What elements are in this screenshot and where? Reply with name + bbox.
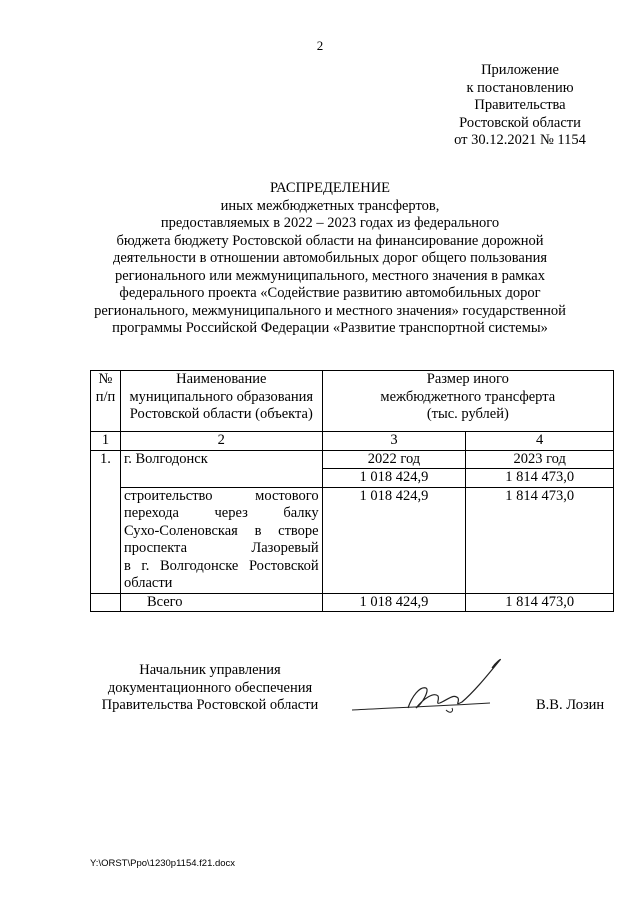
title-heading: РАСПРЕДЕЛЕНИЕ (269, 180, 391, 196)
total-2023: 1 814 473,0 (466, 593, 614, 612)
title-line: регионального или межмуниципального, местного значения в рамках (115, 267, 545, 284)
appendix-line: к постановлению (466, 79, 574, 96)
col-number: 3 (322, 432, 466, 451)
total-label: Всего (120, 593, 322, 612)
header-amount: Размер иного межбюджетного трансферта (тыс. рублей) (322, 371, 613, 432)
appendix-line: Приложение (481, 62, 559, 78)
year-2022: 2022 год (322, 450, 466, 469)
title-line: бюджета бюджету Ростовской области на финансирование дорожной (116, 232, 544, 249)
object-value-2022: 1 018 424,9 (322, 487, 466, 593)
table-row (91, 487, 614, 593)
row-number: 1. (91, 450, 121, 593)
signatory-name: В.В. Лозин (536, 697, 605, 713)
title-line: иных межбюджетных трансфертов, (220, 197, 440, 214)
distribution-table (90, 370, 614, 612)
object-value-2023: 1 814 473,0 (466, 487, 614, 593)
municipality-total-2022: 1 018 424,9 (322, 469, 466, 488)
appendix-line: Ростовской области (459, 114, 581, 131)
col-number: 4 (466, 432, 614, 451)
page-number: 2 (316, 38, 324, 53)
table-row (91, 450, 614, 469)
municipality-name: г. Волгодонск (120, 450, 322, 487)
file-path: Y:\ORST\Ppo\1230p1154.f21.docx (90, 858, 236, 869)
table-header-row (91, 371, 614, 432)
handwritten-signature (350, 648, 510, 728)
signatory-position: Начальник управления документационного обеспечения Правительства Ростовской области (101, 662, 319, 713)
title-line: деятельности в отношении автомобильных дорог общего пользования (112, 250, 548, 266)
col-number: 1 (91, 432, 121, 451)
title-line: предоставляемых в 2022 – 2023 годах из федерального (160, 215, 500, 231)
column-number-row (91, 432, 614, 451)
municipality-total-2023: 1 814 473,0 (466, 469, 614, 488)
appendix-line: Правительства (474, 97, 566, 113)
object-description: строительство мостового перехода через балку Сухо-Соленовская в створе проспекта Лазоревый в г. Волгодонске Ростовской области (120, 487, 322, 593)
appendix-block (420, 62, 620, 150)
year-2023: 2023 год (466, 450, 614, 469)
total-row (91, 593, 614, 612)
header-num: № п/п (91, 371, 121, 432)
col-number: 2 (120, 432, 322, 451)
title-line: федерального проекта «Содействие развитию автомобильных дорог (119, 285, 541, 301)
header-name: Наименование муниципального образования Ростовской области (объекта) (120, 371, 322, 432)
document-title (60, 180, 600, 338)
appendix-line: от 30.12.2021 № 1154 (454, 132, 586, 148)
title-line: регионального, межмуниципального и местного значения» государственной (94, 302, 566, 319)
title-line: программы Российской Федерации «Развитие транспортной системы» (112, 320, 548, 336)
total-2022: 1 018 424,9 (322, 593, 466, 612)
